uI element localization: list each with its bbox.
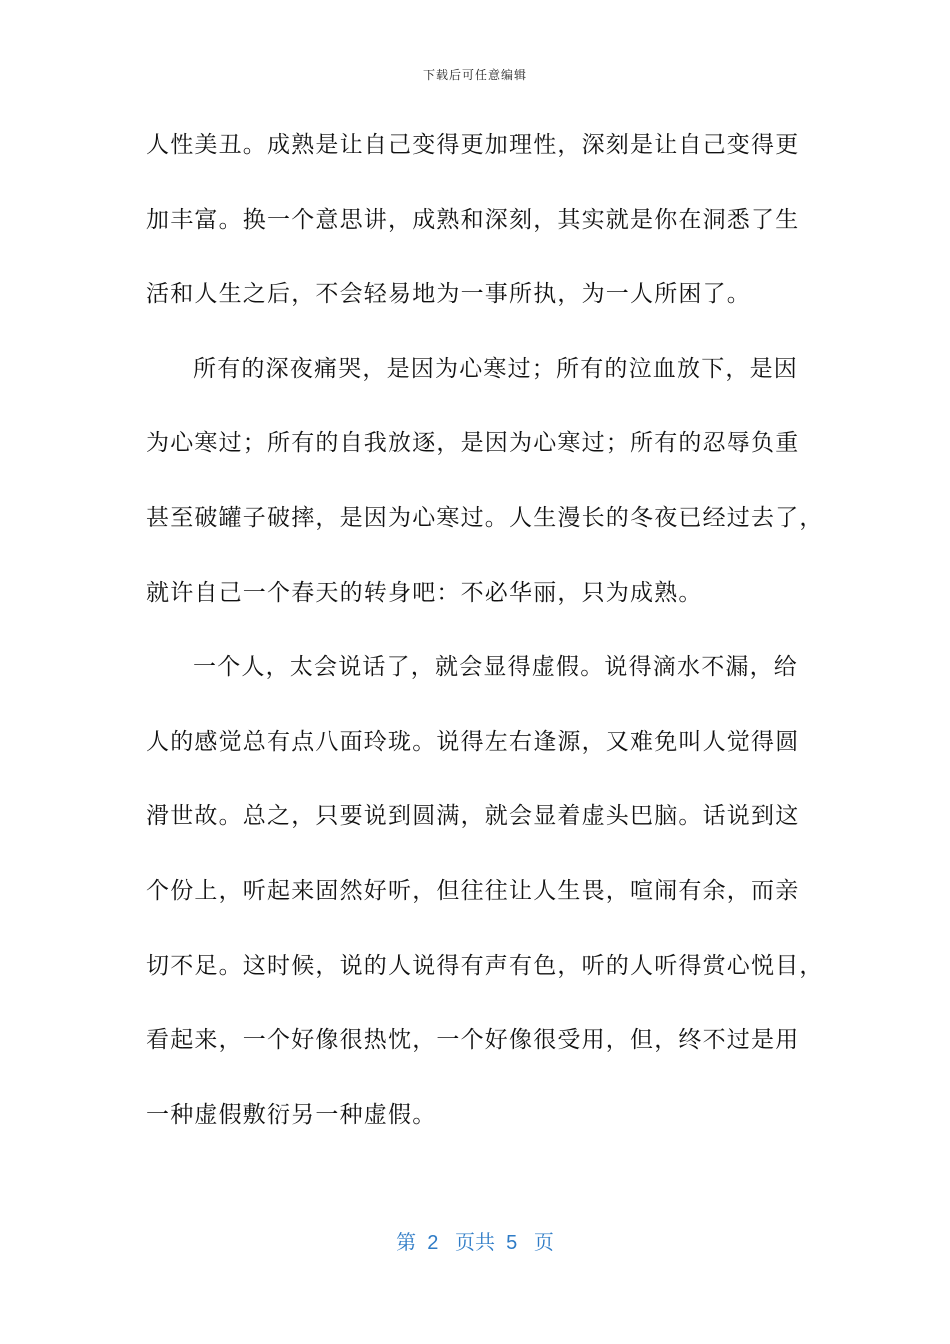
text-line: 为心寒过；所有的自我放逐，是因为心寒过；所有的忍辱负重 [146,430,800,457]
text-line: 人的感觉总有点八面玲珑。说得左右逢源，又难免叫人觉得圆 [146,728,800,755]
text-line: 一种虚假敷衍另一种虚假。 [146,1101,437,1128]
page-number-footer: 第 2 页共 5 页 [396,1232,554,1254]
text-line: 活和人生之后，不会轻易地为一事所执，为一人所困了。 [146,281,751,308]
paragraph-first-line: 一个人，太会说话了，就会显得虚假。说得滴水不漏，给 [193,654,798,681]
text-line: 甚至破罐子破摔，是因为心寒过。人生漫长的冬夜已经过去了， [146,504,824,531]
text-line: 加丰富。换一个意思讲，成熟和深刻，其实就是你在洞悉了生 [146,206,800,233]
text-line: 看起来，一个好像很热忱，一个好像很受用，但，终不过是用 [146,1027,800,1054]
paragraph-first-line: 所有的深夜痛哭，是因为心寒过；所有的泣血放下，是因 [193,355,798,382]
text-line: 人性美丑。成熟是让自己变得更加理性，深刻是让自己变得更 [146,132,800,158]
text-line: 切不足。这时候，说的人说得有声有色，听的人听得赏心悦目， [146,952,824,979]
text-line: 就许自己一个春天的转身吧：不必华丽，只为成熟。 [146,579,703,606]
text-line: 滑世故。总之，只要说到圆满，就会显着虚头巴脑。话说到这 [146,803,800,830]
text-line: 个份上，听起来固然好听，但往往让人生畏，喧闹有余，而亲 [146,877,800,904]
page-header-note: 下载后可任意编辑 [422,68,527,82]
document-body [146,112,824,1156]
